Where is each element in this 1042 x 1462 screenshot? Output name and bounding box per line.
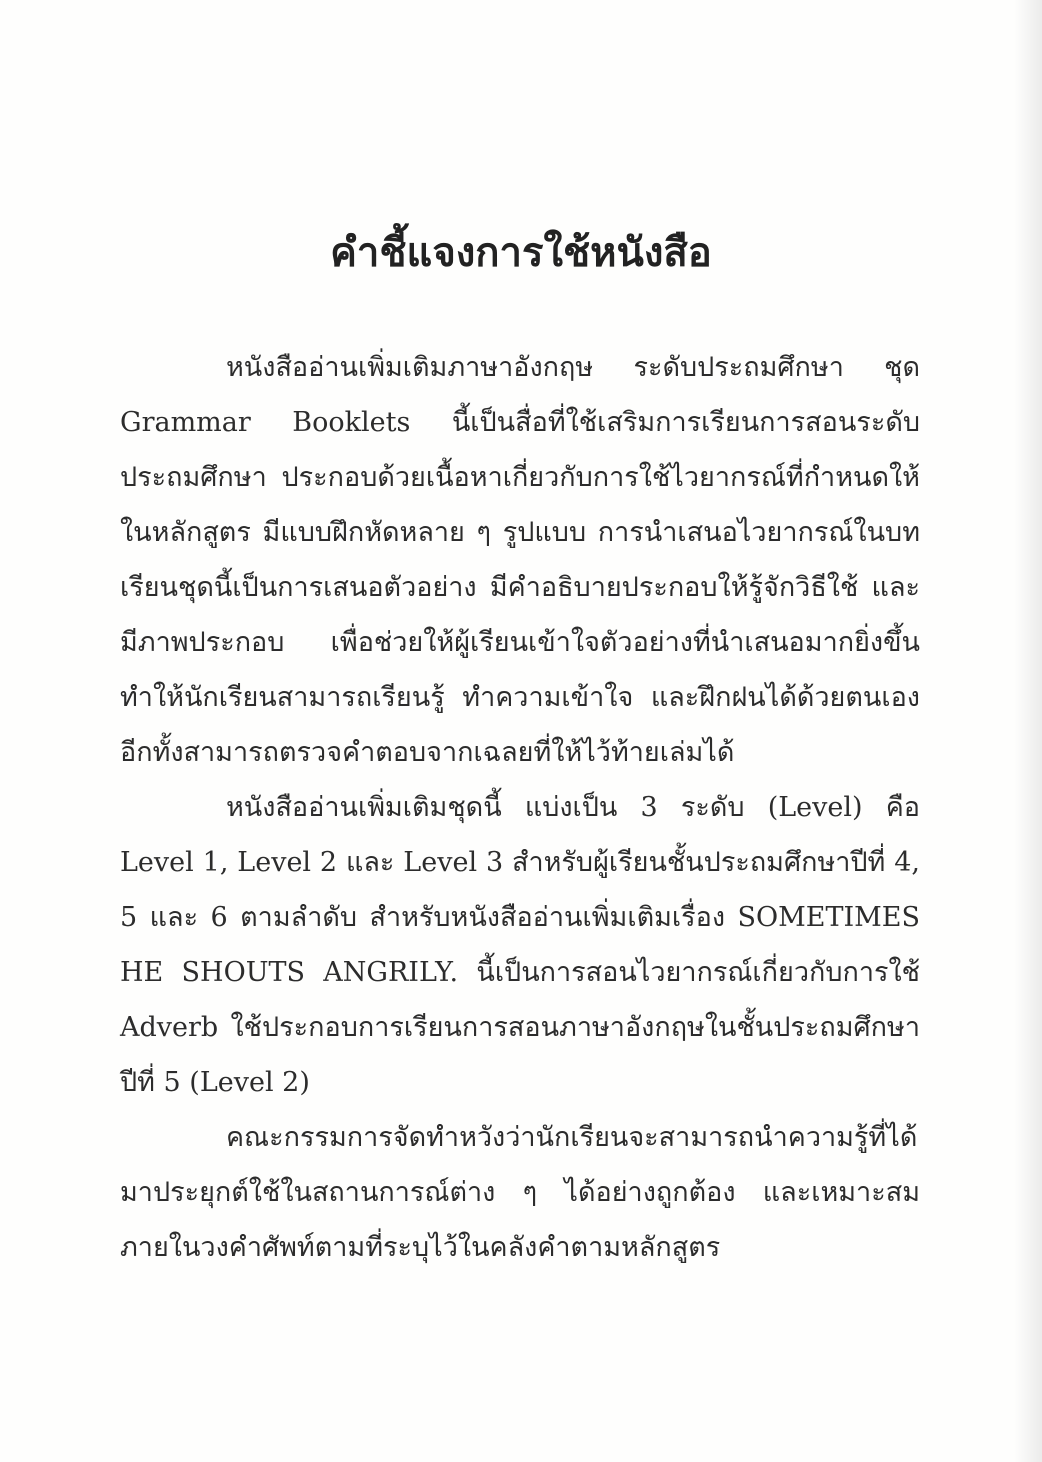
paragraph-levels: หนังสืออ่านเพิ่มเติมชุดนี้ แบ่งเป็น 3 ระดับ (Level) คือ Level 1, Level 2 และ Level 3 สำหรับผู้เรียนชั้นประถมศึกษาปีที่ 4, 5 และ 6 ตามลำดับ สำหรับหนังสืออ่านเพิ่มเติมเรื่อง SOMETIMES HE SHOUTS ANGRILY. นี้เป็นการสอนไวยากรณ์เกี่ยวกับการใช้ Adverb ใช้ประกอบการเรียนการสอนภาษาอังกฤษในชั้นประถมศึกษาปีที่ 5 (Level 2)	[120, 792, 920, 1098]
page-title: คำชี้แจงการใช้หนังสือ	[330, 229, 712, 276]
paragraph-committee: คณะกรรมการจัดทำหวังว่านักเรียนจะสามารถนำความรู้ที่ได้มาประยุกต์ใช้ในสถานการณ์ต่าง ๆ ได้อย่างถูกต้อง และเหมาะสมภายในวงคำศัพท์ตามที่ระบุไว้ในคลังคำตามหลักสูตร	[120, 1122, 920, 1263]
paragraph-intro: หนังสืออ่านเพิ่มเติมภาษาอังกฤษ ระดับประถมศึกษา ชุด Grammar Booklets นี้เป็นสื่อที่ใช้เสริมการเรียนการสอนระดับประถมศึกษา ประกอบด้วยเนื้อหาเกี่ยวกับการใช้ไวยากรณ์ที่กำหนดให้ในหลักสูตร มีแบบฝึกหัดหลาย ๆ รูปแบบ การนำเสนอไวยากรณ์ในบทเรียนชุดนี้เป็นการเสนอตัวอย่าง มีคำอธิบายประกอบให้รู้จักวิธีใช้ และมีภาพประกอบ เพื่อช่วยให้ผู้เรียนเข้าใจตัวอย่างที่นำเสนอมากยิ่งขึ้น ทำให้นักเรียนสามารถเรียนรู้ ทำความเข้าใจ และฝึกฝนได้ด้วยตนเอง อีกทั้งสามารถตรวจคำตอบจากเฉลยที่ให้ไว้ท้ายเล่มได้	[120, 352, 920, 768]
body-text	[120, 340, 920, 1275]
